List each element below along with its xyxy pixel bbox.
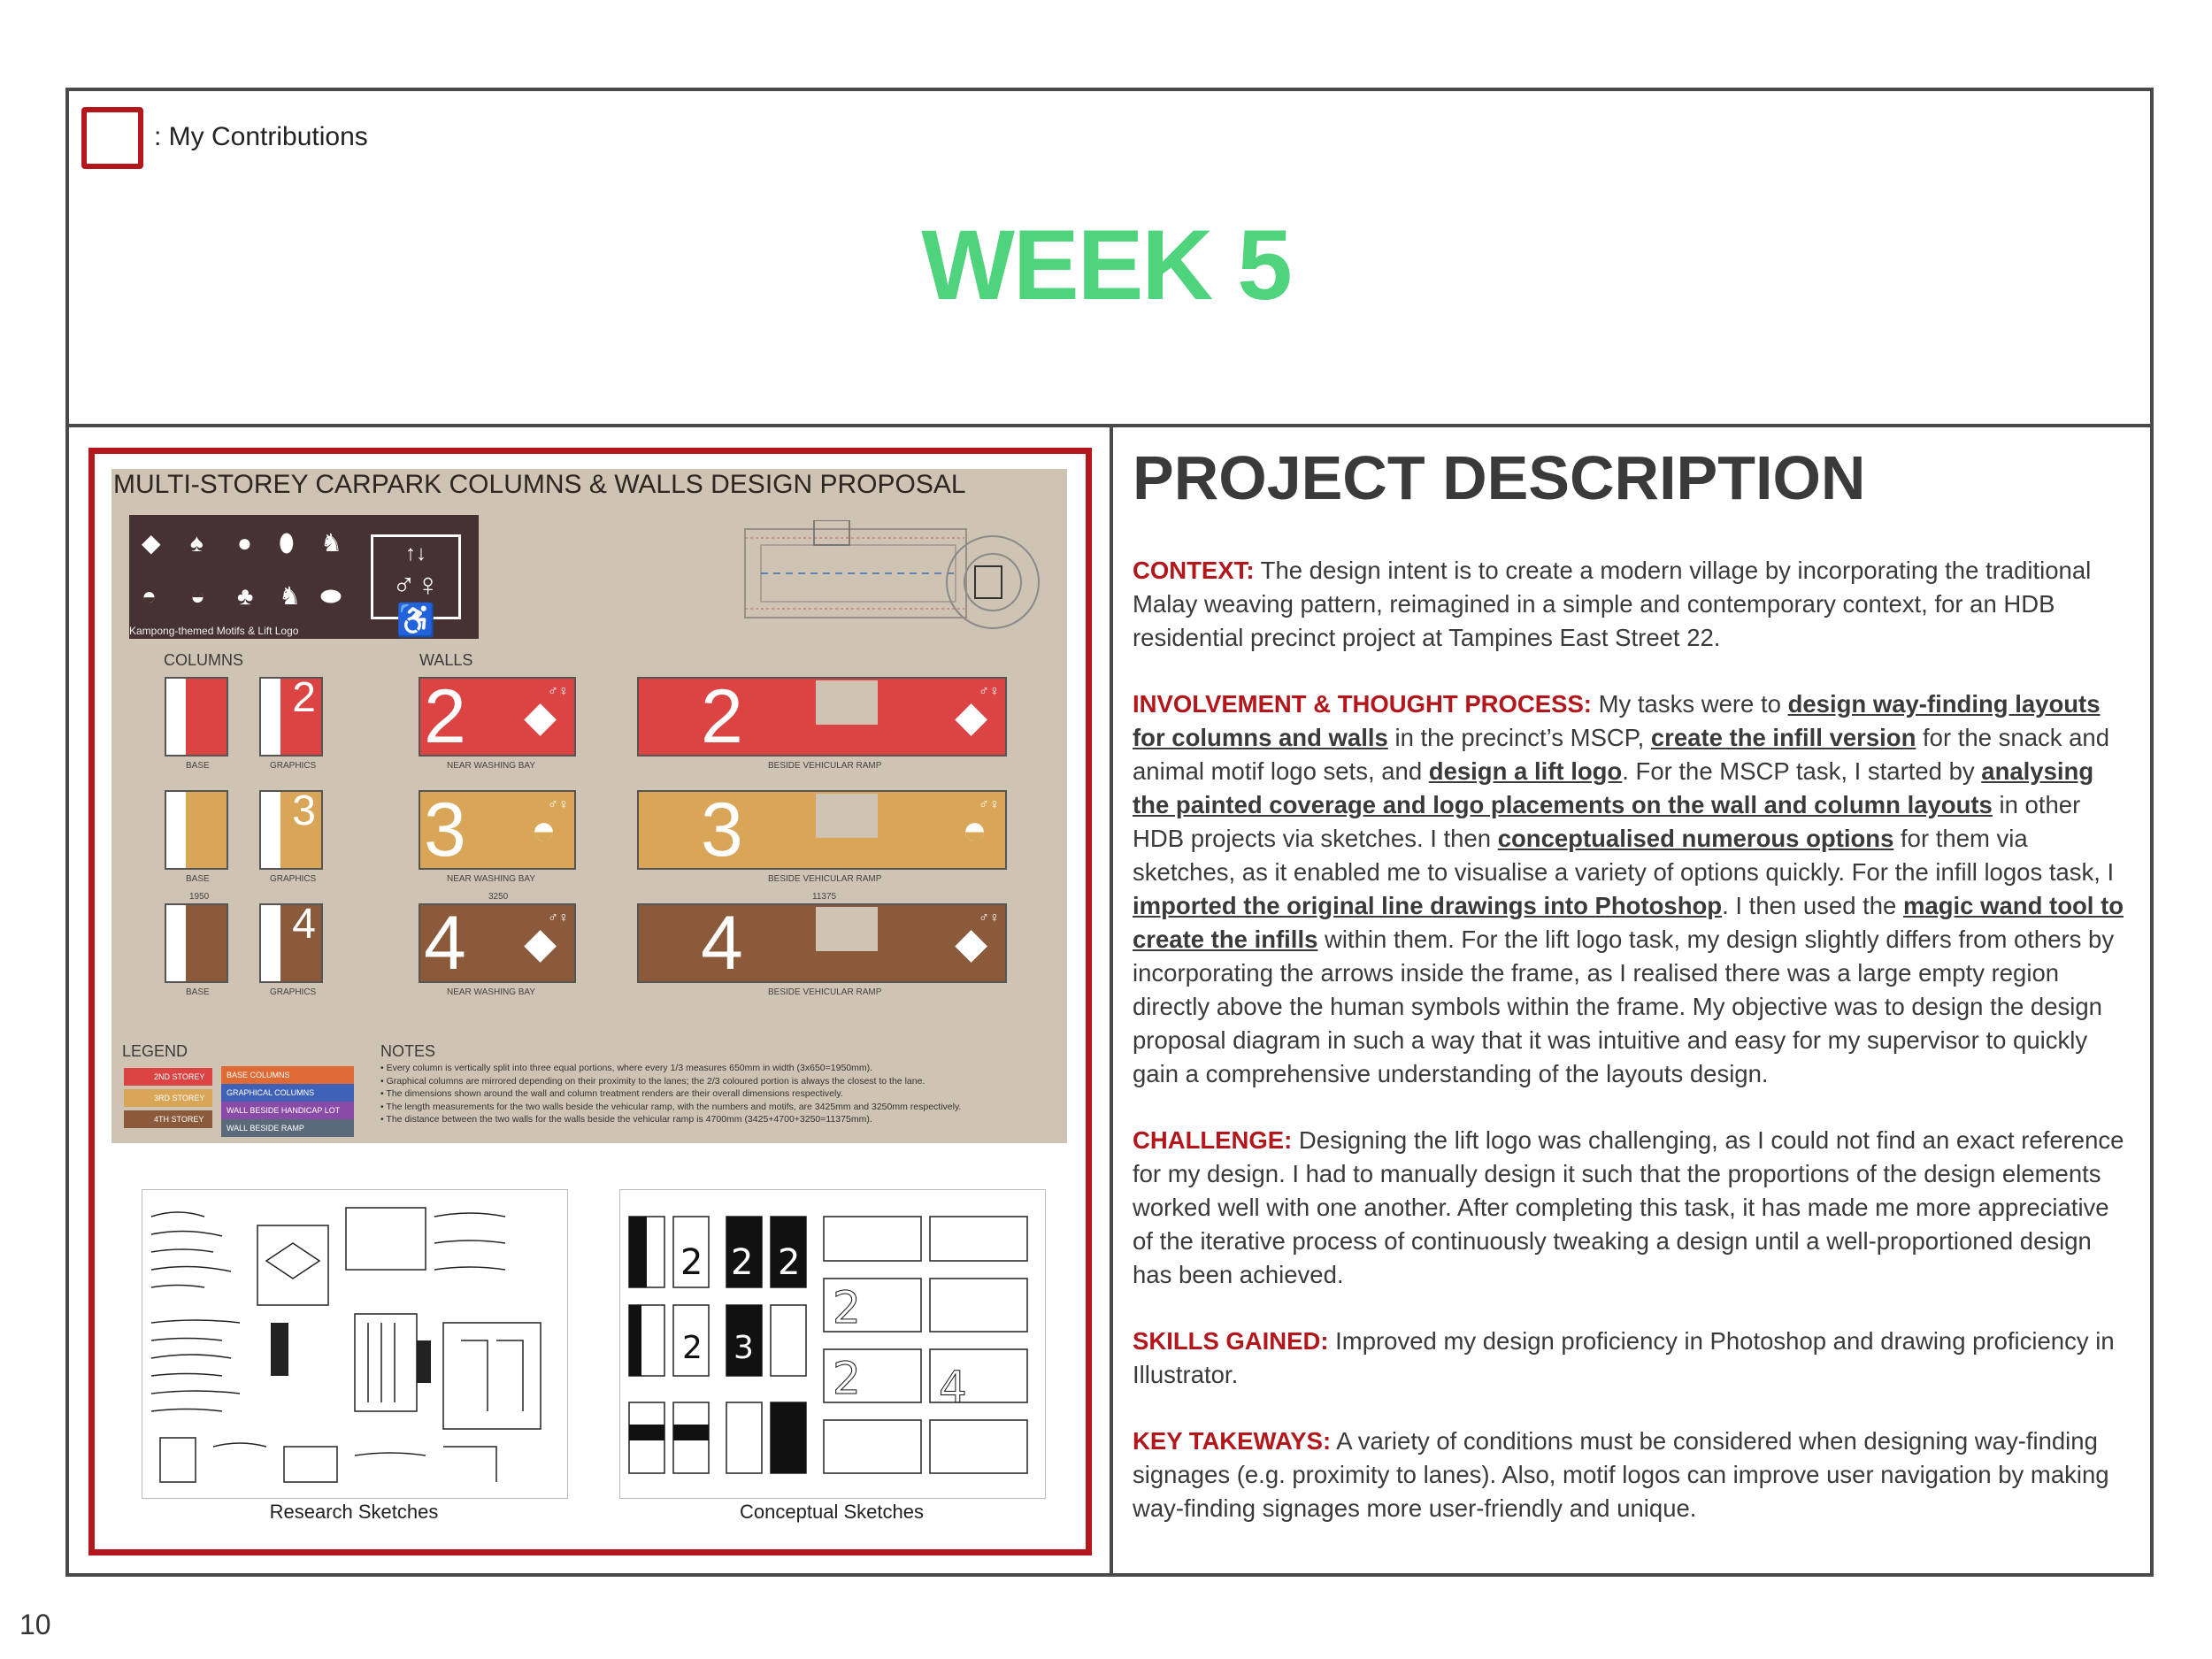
graphics-label: GRAPHICS [270, 987, 317, 997]
highlight-text: analysing the painted coverage and logo placements on the wall and column layouts [1133, 757, 2094, 818]
highlight-text: design way-finding layouts for columns and walls [1133, 690, 2101, 751]
takeaways-label: KEY TAKEWAYS: [1133, 1427, 1332, 1455]
involvement-label: INVOLVEMENT & THOUGHT PROCESS: [1133, 690, 1592, 718]
svg-text:2: 2 [731, 1242, 754, 1283]
svg-text:2: 2 [778, 1242, 801, 1283]
column-graphics-4th-storey: 4 [259, 903, 323, 983]
highlight-text: conceptualised numerous options [1497, 825, 1894, 852]
kueh-motif-icon: ◆ [142, 529, 161, 557]
involvement-text: My tasks were to [1591, 690, 1788, 718]
legend-item: 3RD STOREY [124, 1089, 212, 1107]
skills-paragraph [1133, 1325, 2132, 1392]
legend-item: GRAPHICAL COLUMNS [221, 1084, 354, 1102]
column-base-3rd-storey [165, 790, 228, 870]
carpark-floorplan-image [743, 520, 1049, 632]
graphics-label: GRAPHICS [270, 761, 317, 771]
involvement-text: for the snack and animal motif logo sets, and [1133, 724, 2110, 785]
wall-label: NEAR WASHING BAY [447, 874, 536, 884]
poster-title: MULTI-STOREY CARPARK COLUMNS & WALLS DESIGN PROPOSAL [113, 470, 966, 499]
base-label: BASE [186, 761, 210, 771]
conceptual-sketches-caption: Conceptual Sketches [740, 1501, 924, 1523]
context-text: The design intent is to create a modern village by incorporating the traditional Malay weaving pattern, reimagined in a simple and contemporary context, for an HDB residential precinct project at Tampines East Street 22. [1133, 557, 2092, 651]
week-title: WEEK 5 [921, 210, 1291, 320]
challenge-label: CHALLENGE: [1133, 1126, 1293, 1154]
wall-near-washing-bay-4th-storey: 4 ♂♀ ◆ [419, 903, 576, 983]
note-line: • The dimensions shown around the wall and column treatment renders are their overall dimensions respectively. [380, 1088, 843, 1099]
wall-beside-ramp-3rd-storey: 3 ♂♀ ◓ [637, 790, 1007, 870]
curry-puff-motif-icon: ◓ [142, 582, 157, 610]
highlight-text: create the infill version [1650, 724, 1916, 751]
challenge-paragraph [1133, 1124, 2132, 1292]
wall-near-washing-bay-2nd-storey: 2 ♂♀ ◆ [419, 677, 576, 757]
involvement-text: in other HDB projects via sketches. I then [1133, 791, 2081, 852]
skills-label: SKILLS GAINED: [1133, 1327, 1329, 1355]
column-base-4th-storey [165, 903, 228, 983]
context-paragraph [1133, 554, 2132, 655]
motif-caption: Kampong-themed Motifs & Lift Logo [129, 625, 299, 637]
context-label: CONTEXT: [1133, 557, 1255, 584]
highlight-text: magic wand tool to create the infills [1133, 892, 2124, 953]
legend-heading: LEGEND [122, 1042, 188, 1060]
note-line: • The distance between the two walls for the walls beside the vehicular ramp is 4700mm (3425+4700+3250=11375mm). [380, 1114, 872, 1125]
svg-text:2: 2 [833, 1282, 861, 1333]
column-graphics-3rd-storey: 3 [259, 790, 323, 870]
conceptual-sketches-image [619, 1189, 1046, 1499]
dimension-label: 1950 [189, 892, 210, 902]
svg-text:2: 2 [680, 1242, 703, 1283]
dumpling-motif-icon: ◒ [190, 582, 205, 610]
wall-label: BESIDE VEHICULAR RAMP [768, 874, 882, 884]
research-sketches-image [142, 1189, 568, 1499]
mangosteen-motif-icon: ● [237, 529, 252, 557]
notes-heading: NOTES [380, 1042, 436, 1060]
legend-item: WALL BESIDE RAMP [221, 1119, 354, 1137]
project-description-body [1133, 554, 2132, 1558]
wall-beside-ramp-2nd-storey: 2 ♂♀ ◆ [637, 677, 1007, 757]
involvement-text: for them via sketches, as it enabled me to visualise a variety of options quickly. For the infill logos task, I [1133, 825, 2115, 886]
note-line: • Graphical columns are mirrored depending on their proximity to the lanes; the 2/3 coloured portion is always the closest to the lane. [380, 1075, 926, 1087]
note-line: • Every column is vertically split into three equal portions, where every 1/3 measures 650mm in width (3x650=1950mm). [380, 1063, 873, 1073]
involvement-text: . I then used the [1722, 892, 1903, 919]
dimension-label: 11375 [812, 892, 837, 902]
lift-logo-icon: ↑↓ ♂♀♿ [371, 534, 461, 619]
poster-notes [380, 1062, 1062, 1126]
wall-label: BESIDE VEHICULAR RAMP [768, 761, 882, 771]
project-description-title: PROJECT DESCRIPTION [1133, 443, 1866, 512]
takeaways-paragraph [1133, 1425, 2132, 1525]
svg-text:4: 4 [939, 1362, 967, 1413]
dimension-label: 3250 [488, 892, 509, 902]
highlight-text: design a lift logo [1428, 757, 1623, 785]
skills-text: Improved my design proficiency in Photoshop and drawing proficiency in Illustrator. [1133, 1327, 2115, 1388]
column-graphics-2nd-storey: 2 [259, 677, 323, 757]
contribution-legend-box [81, 107, 143, 169]
involvement-paragraph [1133, 687, 2132, 1091]
legend-item: 4TH STOREY [124, 1110, 212, 1128]
rabbit-motif-icon: ♞ [320, 529, 343, 557]
svg-text:3: 3 [733, 1330, 754, 1366]
wall-beside-ramp-4th-storey: 4 ♂♀ ◆ [637, 903, 1007, 983]
page-number: 10 [19, 1609, 51, 1640]
wall-label: NEAR WASHING BAY [447, 761, 536, 771]
turtle-motif-icon: ⬬ [320, 582, 342, 610]
chicken-motif-icon: ♣ [237, 582, 254, 610]
pineapple-motif-icon: ♠ [190, 529, 204, 557]
svg-text:2: 2 [682, 1330, 703, 1366]
legend-item: 2ND STOREY [124, 1068, 212, 1086]
challenge-text: Designing the lift logo was challenging, as I could not find an exact reference for my design. I had to manually design it such that the proportions of the design elements worked well with one another. After completing this task, it has made me more appreciative of the iterative process of continuously tweaking a design until a well-proportioned design has been achieved. [1133, 1126, 2124, 1288]
involvement-text: in the precinct’s MSCP, [1387, 724, 1651, 751]
base-label: BASE [186, 874, 210, 884]
column-base-2nd-storey [165, 677, 228, 757]
involvement-text: within them. For the lift logo task, my design slightly differs from others by incorporating the arrows inside the frame, as I realised there was a large empty region directly above the human symbols within the frame. My objective was to design the design proposal diagram in such a way that it was intuitive and easy for my supervisor to quickly gain a comprehensive understanding of the layouts design. [1133, 926, 2115, 1087]
egg-motif-icon: ⬮ [279, 529, 295, 557]
columns-heading: COLUMNS [164, 651, 244, 669]
graphics-label: GRAPHICS [270, 874, 317, 884]
base-label: BASE [186, 987, 210, 997]
walls-heading: WALLS [419, 651, 473, 669]
involvement-text: . For the MSCP task, I started by [1622, 757, 1982, 785]
column-divider [1110, 426, 1113, 1576]
wall-near-washing-bay-3rd-storey: 3 ♂♀ ◓ [419, 790, 576, 870]
highlight-text: imported the original line drawings into Photoshop [1133, 892, 1723, 919]
wall-label: NEAR WASHING BAY [447, 987, 536, 997]
legend-item: BASE COLUMNS [221, 1066, 354, 1084]
takeaways-text: A variety of conditions must be considered when designing way-finding signages (e.g. proximity to lanes). Also, motif logos can improve user navigation by making way-finding signages more user-friendly and unique. [1133, 1427, 2109, 1522]
svg-text:2: 2 [833, 1353, 861, 1404]
research-sketches-caption: Research Sketches [269, 1501, 439, 1523]
legend-item: WALL BESIDE HANDICAP LOT [221, 1102, 354, 1119]
cat-motif-icon: ♞ [279, 582, 302, 610]
note-line: • The length measurements for the two walls beside the vehicular ramp, with the numbers and motifs, are 3425mm and 3250mm respectively. [380, 1101, 962, 1112]
contribution-legend-label: : My Contributions [154, 122, 368, 151]
wall-label: BESIDE VEHICULAR RAMP [768, 987, 882, 997]
